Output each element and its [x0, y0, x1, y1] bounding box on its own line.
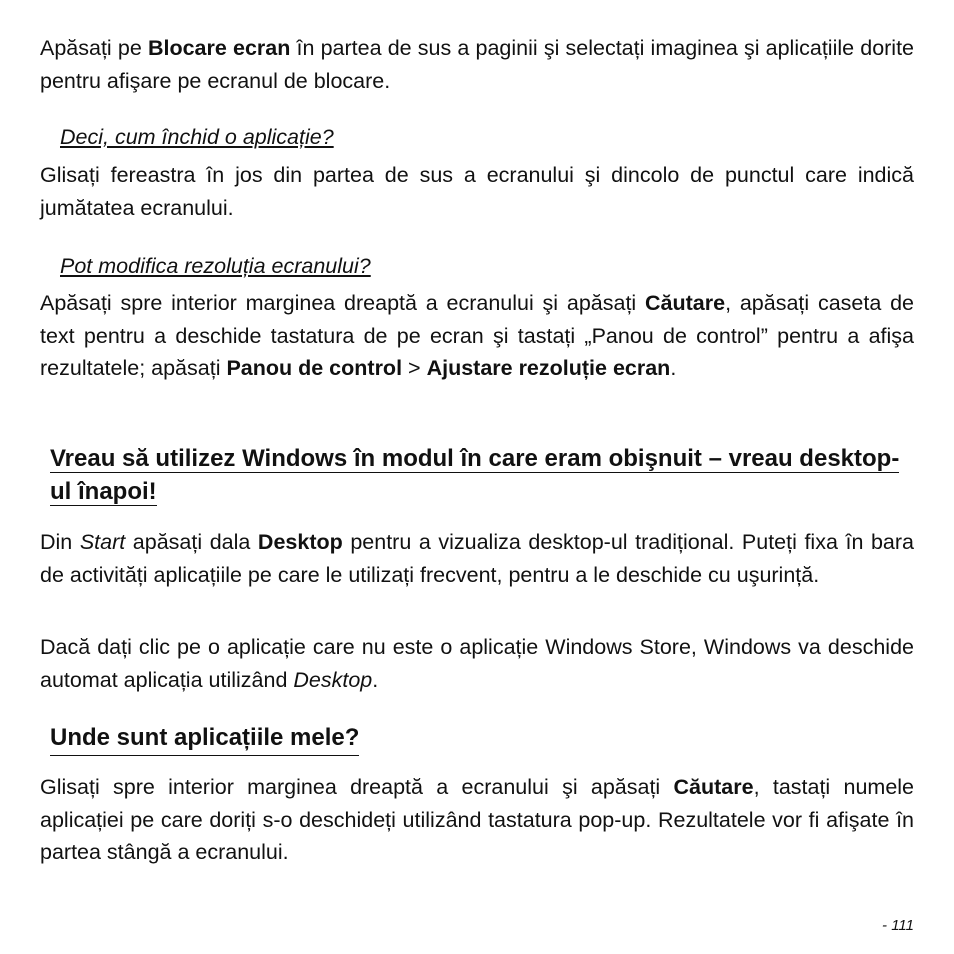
text-run: Apăsați pe: [40, 36, 148, 60]
text-run: .: [670, 356, 677, 380]
term-adjust-resolution: Ajustare rezoluție ecran: [426, 356, 671, 380]
text-run: , apăsați caseta de text pentru a deschide tastatura de pe ecran şi tastați „Panou de control” pentru a afişa rezultatele; apăsați: [40, 291, 914, 380]
text-run: Apăsați spre interior marginea dreaptă a ecranului şi apăsați: [40, 291, 645, 315]
heading-my-apps: Unde sunt aplicațiile mele?: [50, 721, 359, 756]
paragraph-resolution: [40, 287, 914, 385]
paragraph-lock-screen: [40, 32, 914, 97]
text-run: , tastați numele aplicației pe care doriți s-o deschideți utilizând tastatura pop-up. Rezultatele vor fi afişate în partea stângă a ecranului.: [40, 775, 915, 864]
question-resolution: Pot modifica rezoluția ecranului?: [60, 254, 371, 278]
text-run: pentru a vizualiza desktop-ul tradițional. Puteți fixa în bara de activități aplicațiile pe care le utilizați frecvent, pentru a le deschide cu uşurință.: [40, 530, 915, 587]
term-desktop-italic: Desktop: [293, 667, 373, 692]
heading-desktop-back: [50, 442, 914, 508]
question-close-app: Deci, cum închid o aplicație?: [60, 125, 334, 149]
paragraph-desktop-tile: [40, 526, 914, 591]
term-search: Căutare: [673, 775, 754, 799]
text-run: >: [402, 356, 427, 380]
page-number: - 111: [882, 917, 914, 934]
text-run: Din: [40, 530, 80, 554]
text-run: în partea de sus a paginii şi selectați imaginea şi aplicațiile dorite pentru afişare pe ecranul de blocare.: [40, 36, 915, 93]
text-run: Glisați spre interior marginea dreaptă a ecranului şi apăsați: [40, 775, 674, 799]
paragraph-close-app: Glisați fereastra în jos din partea de sus a ecranului şi dincolo de punctul care indică jumătatea ecranului.: [40, 163, 914, 220]
term-search: Căutare: [645, 291, 726, 315]
paragraph-my-apps: [40, 771, 914, 869]
term-start: Start: [79, 530, 126, 554]
text-run: Dacă dați clic pe o aplicație care nu este o aplicație Windows Store, Windows va deschide automat aplicația utilizând: [40, 635, 914, 692]
heading-text: Vreau să utilizez Windows în modul în care eram obişnuit – vreau desktop-ul înapoi!: [50, 445, 900, 505]
text-run: .: [372, 667, 379, 692]
paragraph-windows-store: [40, 631, 914, 696]
text-run: apăsați dala: [125, 530, 258, 554]
term-lock-screen: Blocare ecran: [147, 36, 291, 60]
term-desktop: Desktop: [257, 530, 343, 554]
term-control-panel: Panou de control: [226, 356, 403, 380]
